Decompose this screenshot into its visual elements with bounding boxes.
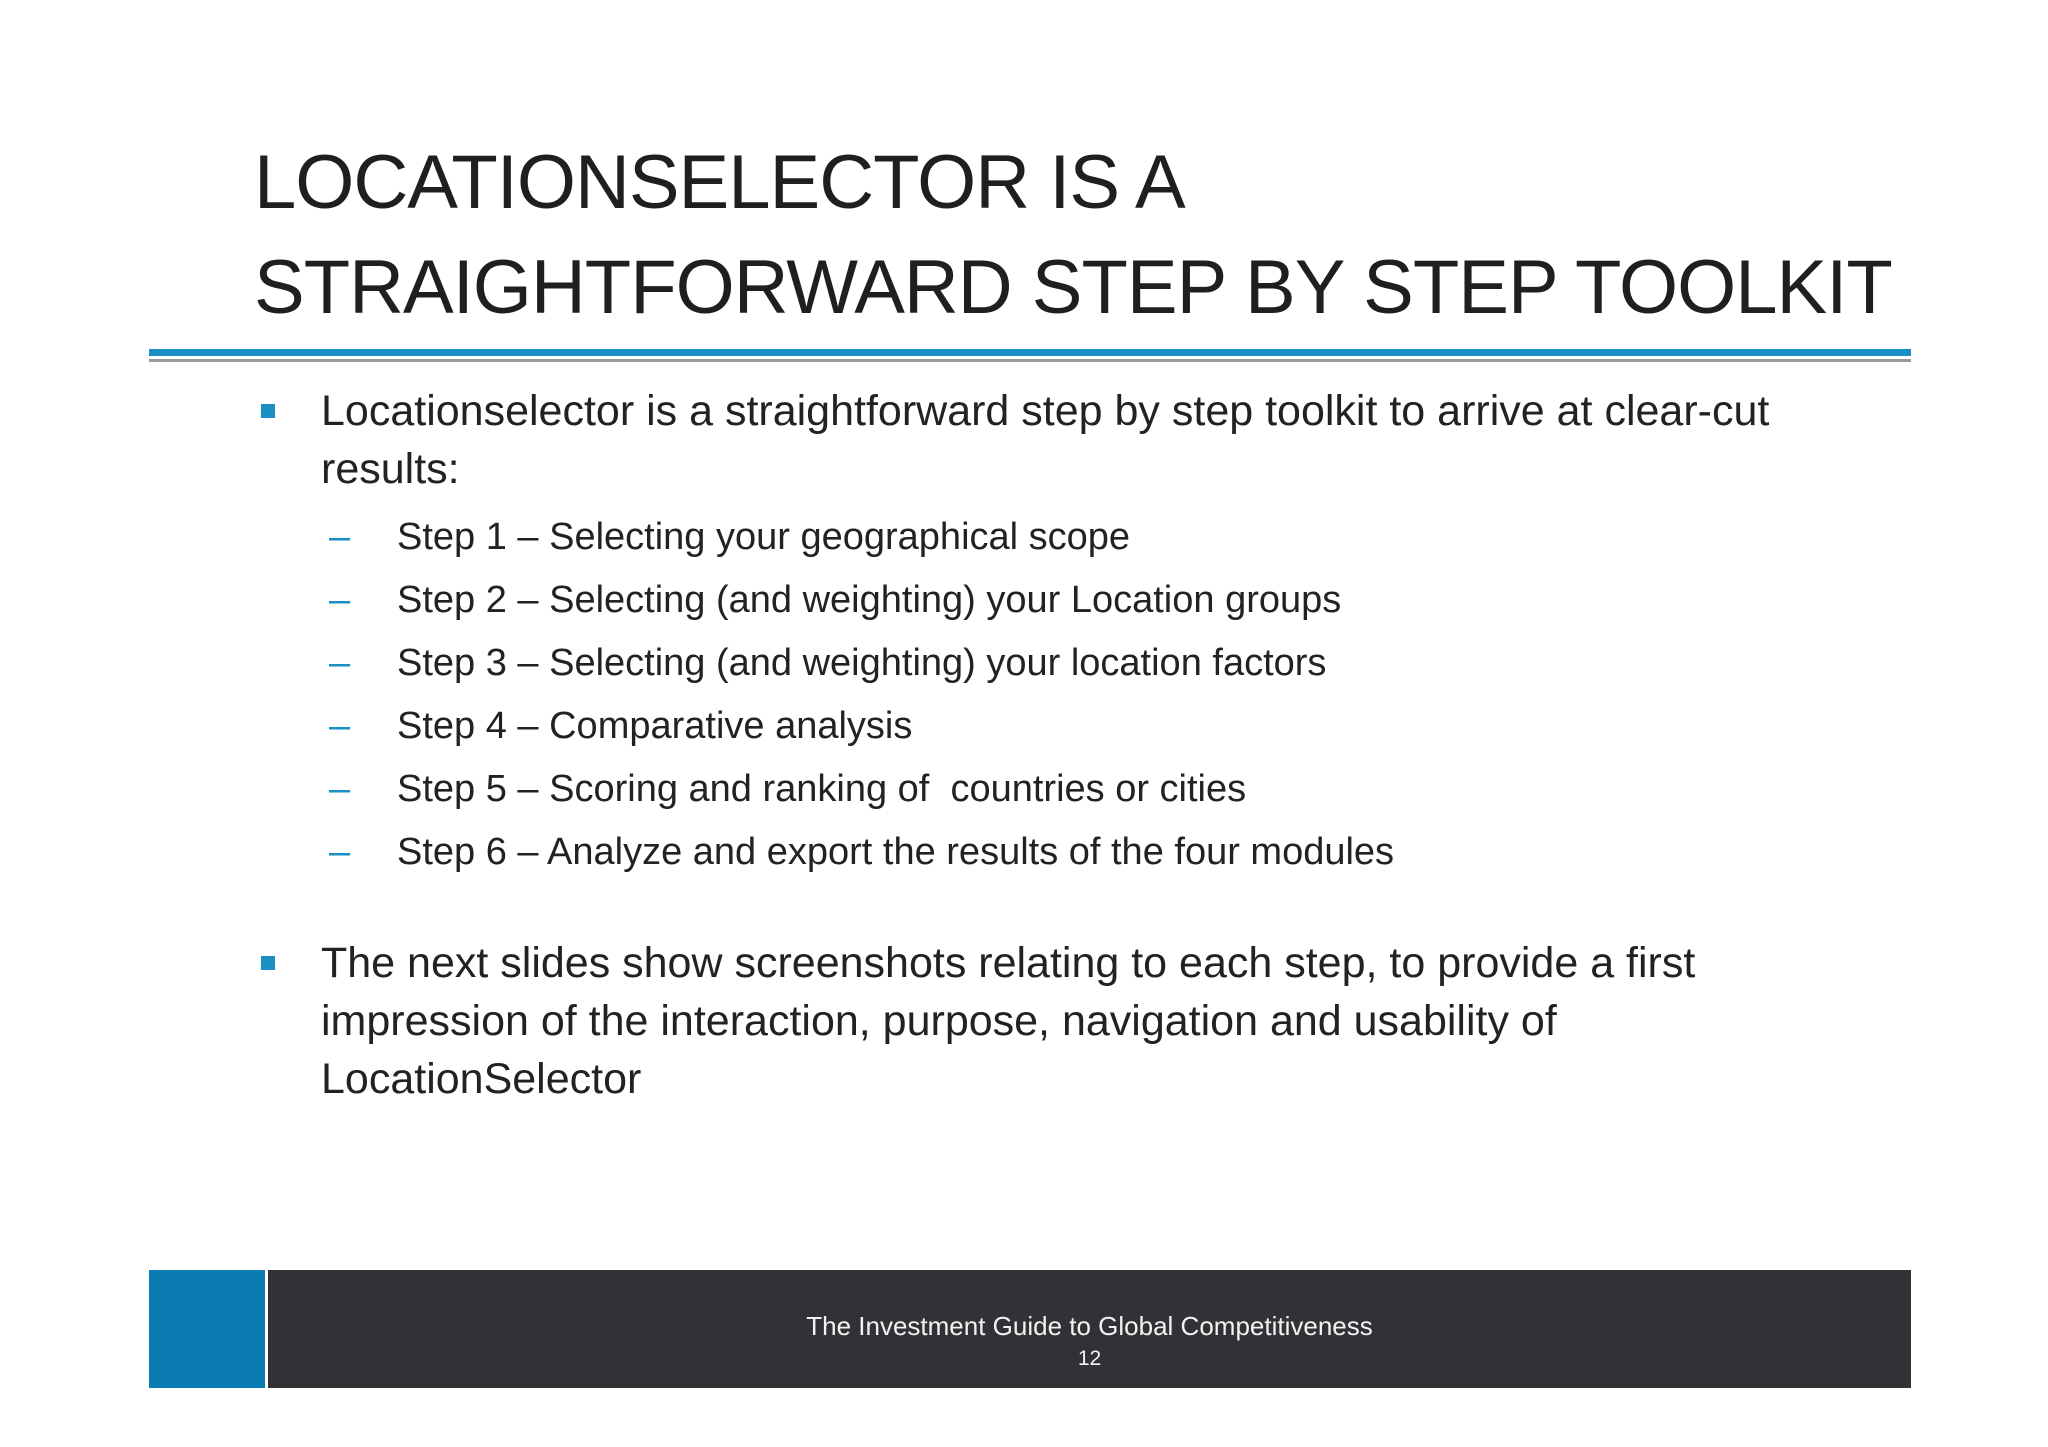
bullet-item-1: [254, 382, 1874, 884]
title-divider-gray: [149, 359, 1911, 362]
bullet-text: Locationselector is a straightforward step by step toolkit to arrive at clear-cut results:: [321, 387, 1770, 493]
step-item-5: [321, 758, 1874, 821]
slide-title-line-2: STRAIGHTFORWARD STEP BY STEP TOOLKIT: [254, 245, 1892, 330]
title-divider-blue: [149, 349, 1911, 356]
dash-bullet-icon: –: [329, 642, 351, 684]
step-text: Step 1 – Selecting your geographical scope: [397, 516, 1131, 558]
step-text: Step 6 – Analyze and export the results of the four modules: [397, 831, 1395, 873]
dash-bullet-icon: –: [329, 579, 351, 621]
dash-bullet-icon: –: [329, 831, 351, 873]
footer-accent-block: [149, 1270, 265, 1388]
step-text: Step 4 – Comparative analysis: [397, 705, 913, 747]
square-bullet-icon: [261, 404, 275, 418]
dash-bullet-icon: –: [329, 705, 351, 747]
slide-title: [254, 130, 1904, 340]
bullet-list: [254, 382, 1874, 1108]
dash-bullet-icon: –: [329, 768, 351, 810]
step-text: Step 3 – Selecting (and weighting) your location factors: [397, 642, 1327, 684]
step-item-6: [321, 821, 1874, 884]
step-text: Step 2 – Selecting (and weighting) your Location groups: [397, 579, 1342, 621]
step-item-2: [321, 569, 1874, 632]
square-bullet-icon: [261, 956, 275, 970]
step-item-1: [321, 506, 1874, 569]
step-list: [321, 506, 1874, 884]
dash-bullet-icon: –: [329, 516, 351, 558]
step-item-4: [321, 695, 1874, 758]
footer-title: The Investment Guide to Global Competitiveness: [806, 1311, 1373, 1341]
slide-title-line-1: LOCATIONSELECTOR IS A: [254, 140, 1185, 225]
bullet-text: The next slides show screenshots relating to each step, to provide a first impression of the interaction, purpose, navigation and usability of LocationSelector: [321, 939, 1696, 1103]
step-item-3: [321, 632, 1874, 695]
step-text: Step 5 – Scoring and ranking of countries or cities: [397, 768, 1247, 810]
page-number: 12: [1077, 1347, 1102, 1370]
bullet-item-2: [254, 934, 1874, 1108]
footer-bar: [268, 1270, 1911, 1388]
